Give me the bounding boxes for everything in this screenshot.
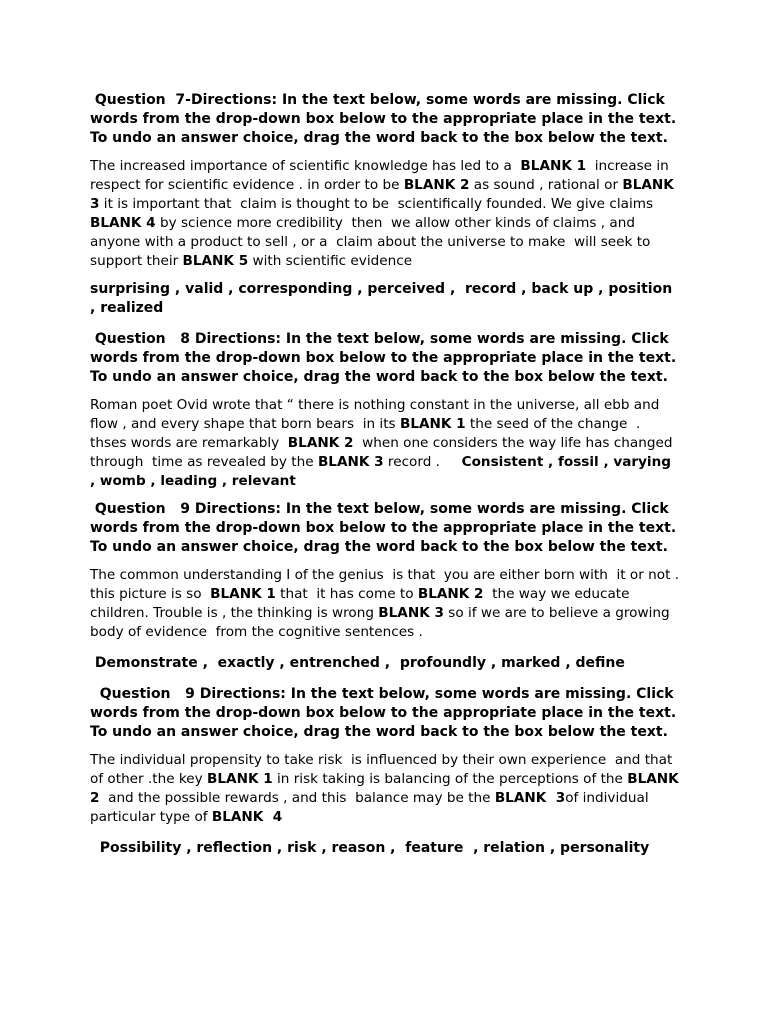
q8-word-bank[interactable]: Consistent , fossil , varying , womb , leading , relevant — [90, 454, 676, 489]
q9a-directions: Question 9 Directions: In the text below, some words are missing. Click words from the drop-down box below to the appropriate place in the text. To undo an answer choice, drag the word back to the box below the text. — [90, 501, 682, 555]
q9b-blank-2[interactable]: BLANK 2 — [90, 771, 689, 806]
q7-text-4: it is important that claim is thought to be scientifically founded. We give claims — [99, 196, 658, 212]
document-page — [90, 91, 689, 858]
q9a-text-2: that it has come to — [275, 586, 418, 602]
q9b-passage — [90, 751, 689, 827]
q7-passage — [90, 157, 680, 271]
q8-blank-3[interactable]: BLANK 3 — [317, 454, 384, 470]
q7-text-5: by science more credibility then we allow other kinds of claims , and anyone with a product to sell , or a claim about the universe to make will seek to support their — [90, 215, 655, 269]
q9a-blank-3[interactable]: BLANK 3 — [378, 605, 444, 621]
q9b-directions: Question 9 Directions: In the text below, some words are missing. Click words from the drop-down box below to the appropriate place in the text. To undo an answer choice, drag the word back to the box below the text. — [90, 686, 682, 740]
q8-passage — [90, 396, 680, 491]
q7-text-3: as sound , rational or — [469, 177, 623, 193]
q9a-text-1: The common understanding I of the genius is that you are either born with it or not . this picture is so — [90, 567, 684, 602]
q9b-text-3: and the possible rewards , and this balance may be the — [99, 790, 495, 806]
q7-blank-4[interactable]: BLANK 4 — [90, 215, 156, 231]
q9b-text-4: of individual particular type of — [90, 790, 653, 825]
q7-text-1: The increased importance of scientific knowledge has led to a — [90, 158, 521, 174]
q7-directions: Question 7-Directions: In the text below, some words are missing. Click words from the drop-down box below to the appropriate place in the text. To undo an answer choice, drag the word back to the box below the text. — [90, 92, 682, 146]
q7-blank-3[interactable]: BLANK 3 — [90, 177, 679, 212]
q9b-text-1: The individual propensity to take risk is influenced by their own experience and that of other .the key — [90, 752, 677, 787]
q9b-text-2: in risk taking is balancing of the perceptions of the — [272, 771, 628, 787]
q7-text-6: with scientific evidence — [248, 253, 413, 269]
q8-text-2: the seed of the change . thses words are remarkably — [90, 416, 645, 451]
q9a-blank-2[interactable]: BLANK 2 — [417, 586, 484, 602]
q9a-word-bank[interactable]: Demonstrate , exactly , entrenched , profoundly , marked , define — [90, 655, 625, 671]
q9a-text-4: so if we are to believe a growing body of evidence from the cognitive sentences . — [90, 605, 674, 640]
q7-word-bank[interactable]: surprising , valid , corresponding , perceived , record , back up , position , realized — [90, 281, 678, 316]
q7-blank-1[interactable]: BLANK 1 — [520, 158, 587, 174]
q9b-word-bank[interactable]: Possibility , reflection , risk , reason , feature , relation , personality — [90, 840, 650, 856]
q7-blank-2[interactable]: BLANK 2 — [403, 177, 470, 193]
q9b-blank-3[interactable]: BLANK 3 — [494, 790, 566, 806]
q9a-blank-1[interactable]: BLANK 1 — [210, 586, 276, 602]
q8-text-3: when one considers the way life has changed through time as revealed by the — [90, 435, 677, 470]
q8-text-1: Roman poet Ovid wrote that “ there is nothing constant in the universe, all ebb and flow , and every shape that born bears in its — [90, 397, 664, 432]
q9a-passage — [90, 566, 684, 642]
q8-blank-2[interactable]: BLANK 2 — [287, 435, 354, 451]
q8-text-4: record . — [383, 454, 462, 470]
q8-blank-1[interactable]: BLANK 1 — [399, 416, 466, 432]
q9a-text-3: the way we educate children. Trouble is , the thinking is wrong — [90, 586, 634, 621]
q8-directions: Question 8 Directions: In the text below, some words are missing. Click words from the drop-down box below to the appropriate place in the text. To undo an answer choice, drag the word back to the box below the text. — [90, 331, 682, 385]
q7-text-2: increase in respect for scientific evidence . in order to be — [90, 158, 674, 193]
q9b-blank-1[interactable]: BLANK 1 — [207, 771, 273, 787]
q9b-blank-4[interactable]: BLANK 4 — [211, 809, 283, 825]
q7-blank-5[interactable]: BLANK 5 — [182, 253, 249, 269]
